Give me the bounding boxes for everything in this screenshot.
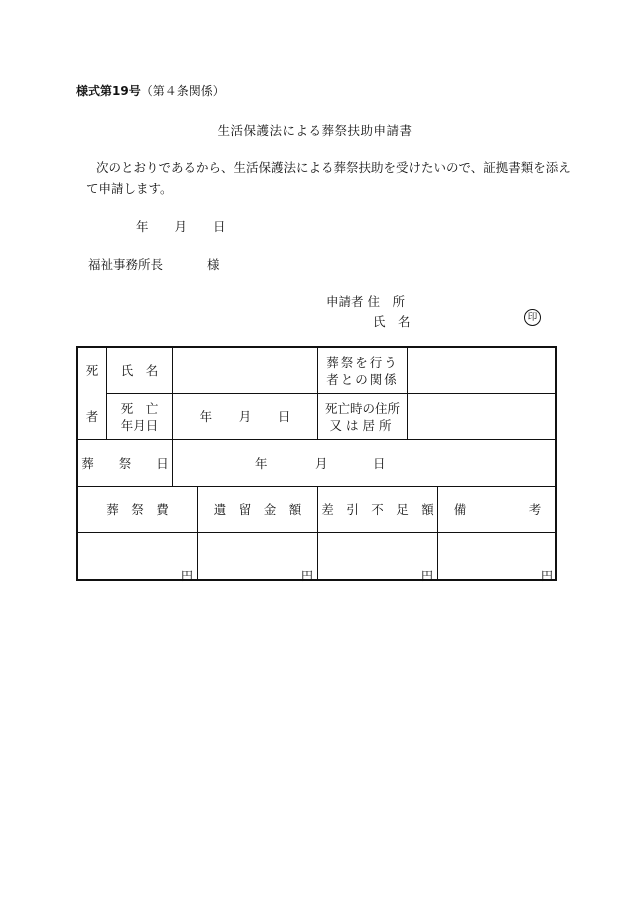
body-text-line1: 次のとおりであるから、生活保護法による葬祭扶助を受けたいので、証拠書類を添え — [96, 160, 571, 175]
yen-unit: 円 — [421, 569, 434, 583]
death-address-line2: 又は居所 — [329, 417, 396, 433]
funeral-date-label: 葬 祭 日 — [81, 455, 169, 471]
funeral-year: 年 — [255, 455, 268, 471]
yen-unit: 円 — [541, 569, 554, 583]
addressee-honorific: 様 — [207, 257, 220, 272]
remaining-money-field[interactable] — [198, 533, 317, 581]
funeral-month: 月 — [315, 455, 328, 471]
death-date-line1: 死 亡 — [120, 400, 159, 416]
death-address-label — [318, 394, 407, 439]
date-day: 日 — [213, 219, 226, 234]
body-text-line2: て申請します。 — [86, 181, 173, 196]
funeral-cost-field[interactable] — [78, 533, 197, 581]
deceased-name-label: 氏 名 — [120, 363, 159, 378]
funeral-day: 日 — [373, 455, 386, 471]
yen-unit: 円 — [301, 569, 314, 583]
deceased-name-field[interactable] — [173, 348, 317, 393]
form-number — [76, 82, 225, 99]
death-month: 月 — [238, 409, 252, 424]
shortfall-field[interactable] — [318, 533, 437, 581]
addressee — [88, 255, 220, 273]
death-date-line2: 年月日 — [120, 417, 159, 433]
death-date-field[interactable] — [173, 394, 317, 439]
seal-mark-icon: 印 — [524, 309, 541, 326]
death-day: 日 — [277, 409, 291, 424]
deceased-char-2: 者 — [85, 409, 99, 424]
funeral-relation-line2: 者との関係 — [326, 371, 399, 387]
funeral-relation-line1: 葬祭を行う — [326, 354, 399, 370]
death-address-line1: 死亡時の住所 — [324, 400, 400, 416]
yen-unit: 円 — [181, 569, 194, 583]
date-year: 年 — [136, 219, 149, 234]
funeral-relation-field[interactable] — [408, 348, 557, 393]
date-month: 月 — [174, 219, 188, 234]
document-title: 生活保護法による葬祭扶助申請書 — [217, 123, 413, 138]
col-header-remaining-money: 遺 留 金 額 — [213, 502, 302, 517]
application-date — [136, 217, 226, 235]
form-relation: （第４条関係） — [140, 84, 225, 98]
col-header-shortfall: 差 引 不 足 額 — [321, 502, 434, 517]
address-label: 住 所 — [367, 294, 406, 309]
death-year: 年 — [199, 409, 213, 424]
addressee-title: 福祉事務所長 — [88, 257, 164, 272]
deceased-char-1: 死 — [85, 363, 99, 378]
funeral-date-field[interactable] — [173, 440, 557, 486]
applicant-label: 申請者 — [326, 294, 364, 309]
col-header-funeral-cost: 葬 祭 費 — [106, 502, 169, 517]
death-date-label — [107, 394, 172, 439]
applicant-name-label: 氏 名 — [373, 314, 411, 329]
col-header-remarks: 備 考 — [453, 502, 542, 517]
applicant-address-label — [326, 292, 405, 310]
form-number-bold: 様式第19号 — [76, 84, 141, 98]
application-table — [76, 346, 557, 581]
funeral-relation-label — [318, 348, 407, 393]
remarks-field[interactable] — [438, 533, 557, 581]
death-address-field[interactable] — [408, 394, 557, 439]
